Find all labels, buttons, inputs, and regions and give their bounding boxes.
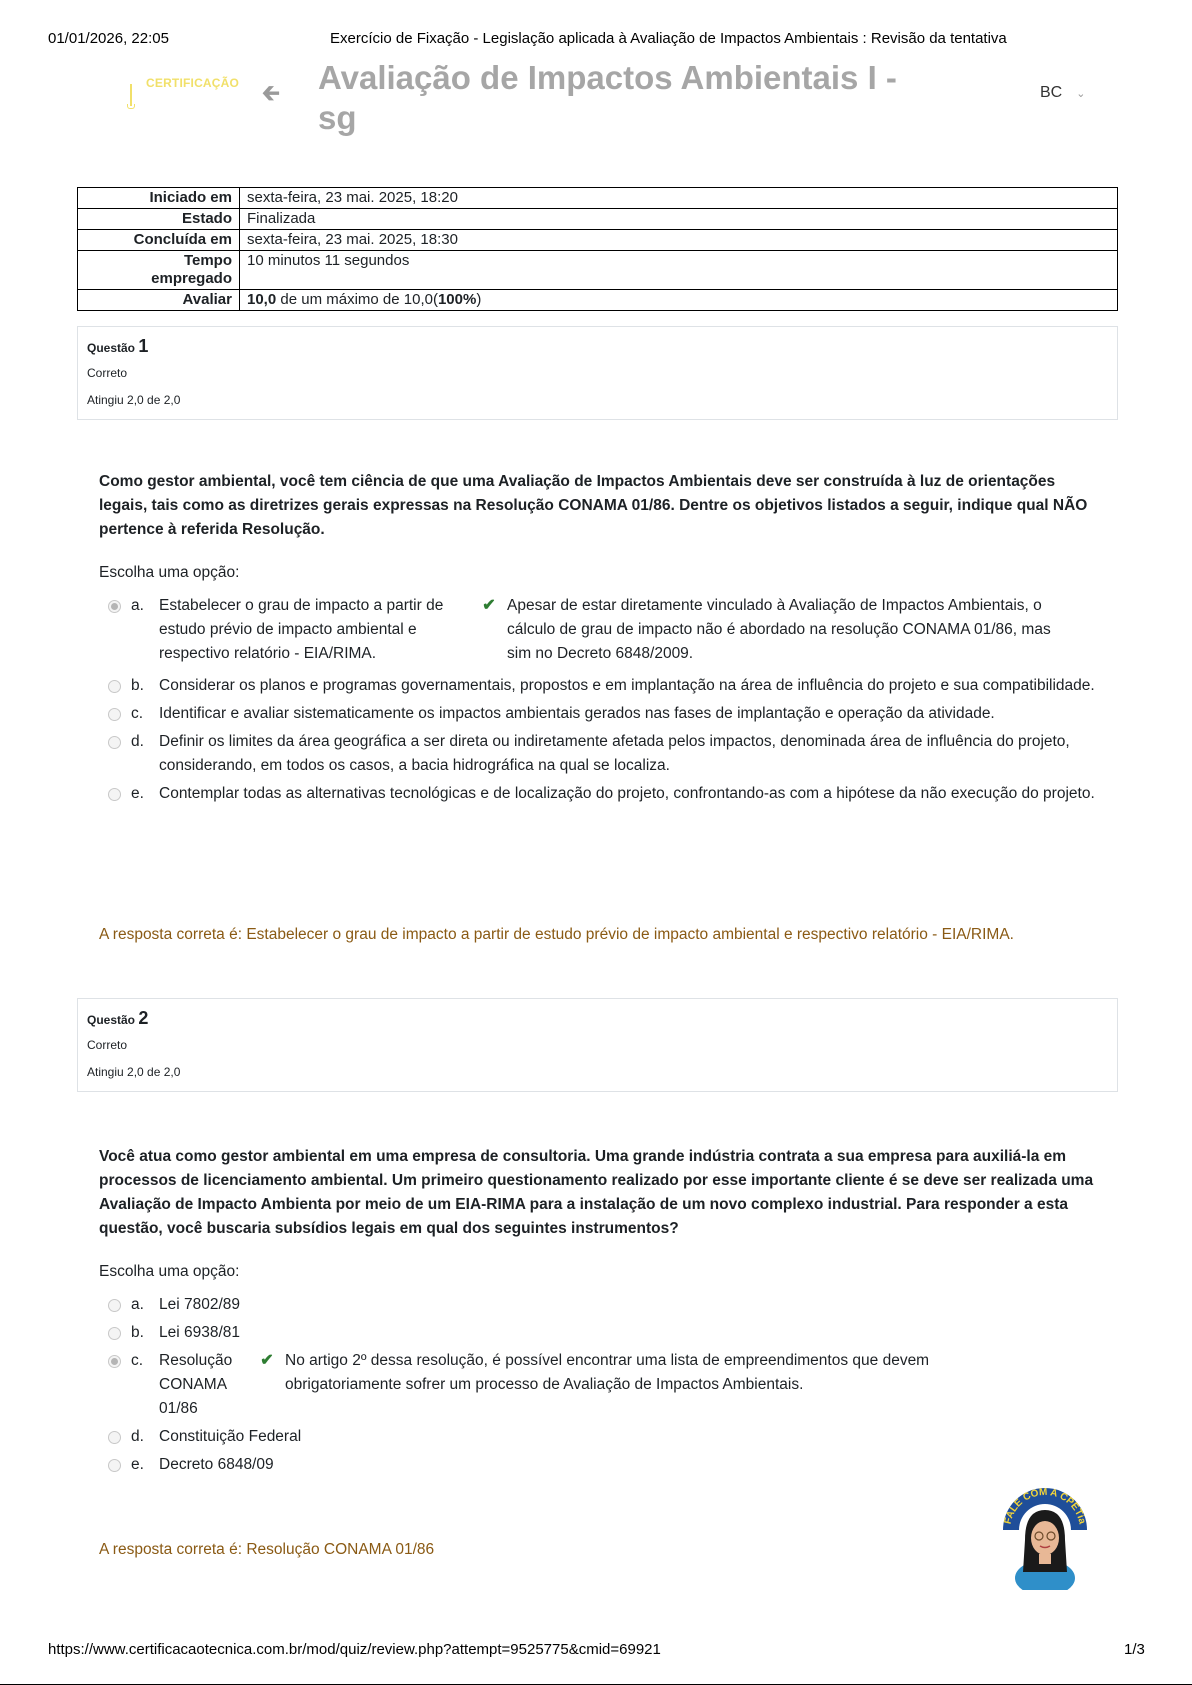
option-letter: d.	[131, 1428, 144, 1445]
summary-row	[78, 230, 1118, 251]
assistant-avatar-icon	[995, 1480, 1095, 1590]
question-number	[87, 336, 1108, 357]
print-title: Exercício de Fixação - Legislação aplicada à Avaliação de Impactos Ambientais : Revisão da tentativa	[330, 30, 1007, 47]
answer-prompt: Escolha uma opção:	[99, 1263, 240, 1280]
option-letter: b.	[131, 677, 144, 694]
option-text: Definir os limites da área geográfica a ser direta ou indiretamente afetada pelos impactos, denominada área de influência do projeto, considerando, em todos os casos, a bacia hidrográfica na qual se localiza.	[159, 733, 1070, 774]
option-letter: b.	[131, 1324, 144, 1341]
answer-option[interactable]	[99, 594, 1099, 666]
summary-value: sexta-feira, 23 mai. 2025, 18:20	[240, 188, 1118, 209]
attempt-summary-table	[77, 187, 1118, 311]
question-state: Correto	[87, 1038, 128, 1052]
option-text: Estabelecer o grau de impacto a partir de estudo prévio de impacto ambiental e respectivo relatório - EIA/RIMA.	[159, 597, 444, 662]
grade-score: 10,0	[247, 291, 277, 308]
grade-mid: de um máximo de 10,0(	[276, 291, 438, 308]
question-text: Como gestor ambiental, você tem ciência de que uma Avaliação de Impactos Ambientais deve ser construída à luz de orientações legais, tais como as diretrizes gerais expressas na Resolução CONAMA 01/86. Dentre os objetivos listados a seguir, indique qual NÃO pertence à referida Resolução.	[99, 473, 1088, 538]
answer-option[interactable]	[99, 1321, 1099, 1345]
user-menu[interactable]	[1040, 84, 1085, 102]
logo-text: CERTIFICAÇÃO	[146, 76, 240, 90]
print-url: https://www.certificacaotecnica.com.br/mod/quiz/review.php?attempt=9525775&cmid=69921	[48, 1641, 661, 1658]
grade-percent: 100%	[437, 291, 477, 308]
right-answer: A resposta correta é: Resolução CONAMA 01/86	[99, 1541, 435, 1558]
option-text: Decreto 6848/09	[159, 1456, 274, 1473]
question-content	[99, 1145, 1099, 1481]
question-info	[77, 998, 1118, 1092]
question-num: 2	[138, 1008, 149, 1028]
answer-option[interactable]	[99, 1453, 1099, 1477]
question-label: Questão	[87, 1013, 136, 1027]
radio-button[interactable]	[108, 1431, 121, 1444]
summary-row	[78, 209, 1118, 230]
checkmark-icon: ✔	[260, 1352, 274, 1369]
print-page-number: 1/3	[1124, 1641, 1145, 1658]
answer-option[interactable]	[99, 674, 1099, 698]
option-text: Contemplar todas as alternativas tecnológicas e de localização do projeto, confrontando-as com a hipótese da não execução do projeto.	[159, 785, 1095, 802]
badge-text: FALE COM A CPETia	[1002, 1486, 1088, 1526]
option-text: Resolução CONAMA 01/86	[159, 1352, 233, 1417]
option-feedback: No artigo 2º dessa resolução, é possível encontrar uma lista de empreendimentos que devem obrigatoriamente sofrer um processo de Avaliação de Impactos Ambientais.	[285, 1352, 930, 1393]
radio-button[interactable]	[108, 1299, 121, 1312]
radio-button[interactable]	[108, 788, 121, 801]
summary-value: Finalizada	[240, 209, 1118, 230]
grade-end: )	[476, 291, 482, 308]
option-feedback: Apesar de estar diretamente vinculado à Avaliação de Impactos Ambientais, o cálculo de grau de impacto não é abordado na resolução CONAMA 01/86, mas sim no Decreto 6848/2009.	[507, 597, 1051, 662]
answer-prompt: Escolha uma opção:	[99, 564, 240, 581]
question-info	[77, 326, 1118, 420]
question-grade: Atingiu 2,0 de 2,0	[87, 1065, 181, 1079]
radio-button[interactable]	[108, 680, 121, 693]
option-text: Lei 7802/89	[159, 1296, 241, 1313]
summary-label	[78, 251, 240, 290]
answer-option[interactable]	[99, 702, 1099, 726]
summary-row	[78, 290, 1118, 311]
answer-options	[99, 1293, 1099, 1477]
option-letter: e.	[131, 1456, 144, 1473]
site-header	[0, 58, 1192, 138]
answer-option[interactable]	[99, 730, 1099, 778]
summary-value	[240, 290, 1118, 311]
summary-label: Avaliar	[78, 290, 240, 311]
answer-option[interactable]	[99, 1349, 1099, 1421]
option-letter: c.	[131, 705, 144, 722]
option-letter: c.	[131, 1352, 144, 1369]
option-text: Constituição Federal	[159, 1428, 302, 1445]
summary-label: Estado	[78, 209, 240, 230]
question-content	[99, 470, 1099, 810]
logo-base-icon	[127, 104, 135, 109]
answer-option[interactable]	[99, 1293, 1099, 1317]
chevron-down-icon: ⌄	[1076, 88, 1086, 100]
radio-button[interactable]	[108, 1355, 121, 1368]
radio-button[interactable]	[108, 708, 121, 721]
summary-label-text: Tempo empregado	[151, 252, 232, 287]
summary-row	[78, 251, 1118, 290]
summary-row	[78, 188, 1118, 209]
question-number	[87, 1008, 1108, 1029]
site-logo[interactable]	[128, 76, 248, 116]
radio-button[interactable]	[108, 1459, 121, 1472]
course-title: Avaliação de Impactos Ambientais I - sg	[318, 59, 897, 136]
option-text: Identificar e avaliar sistematicamente os impactos ambientais gerados nas fases de implantação e operação da atividade.	[159, 705, 995, 722]
summary-label: Iniciado em	[78, 188, 240, 209]
radio-button[interactable]	[108, 1327, 121, 1340]
print-datetime: 01/01/2026, 22:05	[48, 30, 169, 47]
question-label: Questão	[87, 341, 136, 355]
question-grade: Atingiu 2,0 de 2,0	[87, 393, 181, 407]
summary-value: sexta-feira, 23 mai. 2025, 18:30	[240, 230, 1118, 251]
option-text: Lei 6938/81	[159, 1324, 241, 1341]
option-letter: e.	[131, 785, 144, 802]
answer-option[interactable]	[99, 782, 1099, 806]
answer-options	[99, 594, 1099, 806]
option-letter: a.	[131, 597, 144, 614]
arrow-left-icon[interactable]: 🡰	[262, 80, 280, 105]
question-num: 1	[138, 336, 149, 356]
radio-button[interactable]	[108, 600, 121, 613]
question-state: Correto	[87, 366, 128, 380]
chat-assistant-widget[interactable]	[995, 1480, 1095, 1590]
logo-mark-icon	[130, 84, 132, 106]
option-text: Considerar os planos e programas governamentais, propostos e em implantação na área de influência do projeto e sua compatibilidade.	[159, 677, 1095, 694]
radio-button[interactable]	[108, 736, 121, 749]
answer-option[interactable]	[99, 1425, 1099, 1449]
question-text: Você atua como gestor ambiental em uma empresa de consultoria. Uma grande indústria contrata a sua empresa para auxiliá-la em processos de licenciamento ambiental. Um primeiro questionamento realizado por esse importante cliente é se deve ser realizada uma Avaliação de Impacto Ambienta por meio de um EIA-RIMA para a instalação de um novo complexo industrial. Para responder a esta questão, você buscaria subsídios legais em qual dos seguintes instrumentos?	[99, 1148, 1094, 1237]
summary-label: Concluída em	[78, 230, 240, 251]
summary-value: 10 minutos 11 segundos	[240, 251, 1118, 290]
option-letter: d.	[131, 733, 144, 750]
checkmark-icon: ✔	[482, 597, 496, 614]
right-answer: A resposta correta é: Estabelecer o grau de impacto a partir de estudo prévio de impacto ambiental e respectivo relatório - EIA/RIMA.	[99, 926, 1014, 943]
user-initials: BC	[1040, 84, 1063, 101]
option-letter: a.	[131, 1296, 144, 1313]
